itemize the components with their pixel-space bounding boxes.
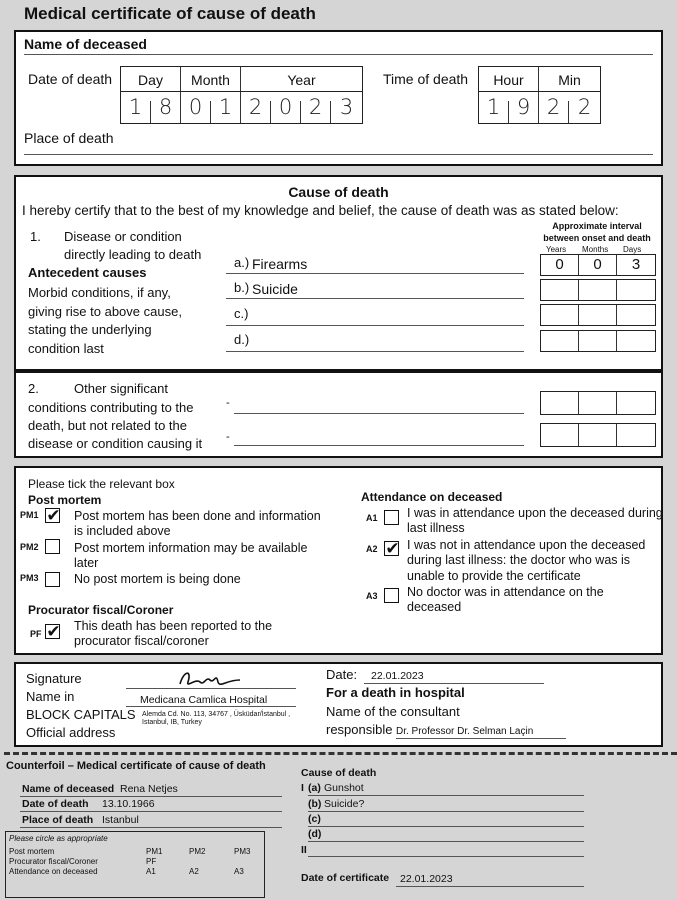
dash-mark: -: [226, 397, 230, 409]
cf-pm3-option[interactable]: PM3: [234, 847, 251, 856]
cf-name-label: Name of deceased: [22, 783, 115, 795]
place-of-death-label: Place of death: [24, 130, 114, 146]
year-digit: 2: [308, 95, 323, 119]
tear-line: [4, 752, 677, 755]
antecedent-text: Morbid conditions, if any,: [28, 285, 171, 300]
other-conditions-section: [14, 371, 663, 458]
pf-checkbox[interactable]: [45, 624, 60, 639]
cf-a1-option[interactable]: A1: [146, 867, 156, 876]
other-line-1[interactable]: [234, 413, 524, 414]
a1-text: I was in attendance upon the deceased during: [407, 506, 663, 520]
cf-a2-option[interactable]: A2: [189, 867, 199, 876]
line-c-label: c.): [234, 306, 249, 321]
date-of-death-grid[interactable]: [120, 66, 363, 124]
a1-checkbox[interactable]: [384, 510, 399, 525]
interval-months: 0: [593, 256, 602, 273]
cf-att-label: Attendance on deceased: [9, 867, 98, 876]
tick-section: [14, 466, 663, 655]
post-mortem-heading: Post mortem: [28, 493, 102, 507]
cf-cert-date-line[interactable]: [396, 886, 584, 887]
days-label: Days: [623, 245, 642, 254]
cf-name-value: Rena Netjes: [120, 783, 178, 795]
a3-text: deceased: [407, 600, 462, 614]
pf-code: PF: [30, 629, 42, 639]
cf-pm1-option[interactable]: PM1: [146, 847, 163, 856]
day-digit: 8: [158, 95, 173, 119]
month-digit: 0: [188, 95, 203, 119]
address-text: Istanbul, IB, Turkey: [142, 719, 202, 726]
a2-text: during last illness: the doctor who was is: [407, 553, 631, 567]
cf-name-line[interactable]: [20, 796, 282, 797]
line-b-label: b.): [234, 280, 250, 295]
pm3-code: PM3: [20, 573, 39, 583]
antecedent-text: condition last: [28, 341, 104, 356]
pm2-code: PM2: [20, 542, 39, 552]
other-line-2[interactable]: [234, 445, 524, 446]
cf-date-label: Date of death: [22, 798, 89, 810]
date-line[interactable]: [364, 683, 544, 684]
pf-text: This death has been reported to the: [74, 619, 273, 633]
line-d[interactable]: [226, 351, 524, 352]
circle-title: Please circle as appropriate: [9, 834, 108, 843]
cf-pm-label: Post mortem: [9, 847, 55, 856]
interval-box-c[interactable]: [540, 304, 656, 326]
circle-box: [5, 831, 265, 898]
hospital-death-heading: For a death in hospital: [326, 685, 465, 700]
cf-place-value: Istanbul: [102, 814, 139, 826]
line-a-value: Firearms: [252, 256, 308, 272]
a2-text: unable to provide the certificate: [407, 569, 581, 583]
year-digit: 3: [339, 95, 354, 119]
other-text: conditions contributing to the: [28, 400, 194, 415]
min-digit: 2: [546, 95, 561, 119]
cf-c-line[interactable]: [308, 826, 584, 827]
cf-cause-heading: Cause of death: [301, 767, 377, 779]
pm2-text: later: [74, 556, 99, 570]
year-label: Year: [287, 72, 316, 88]
interval-box-b[interactable]: [540, 279, 656, 301]
other-text: death, but not related to the: [28, 418, 188, 433]
procurator-heading: Procurator fiscal/Coroner: [28, 603, 174, 617]
cf-place-line[interactable]: [20, 827, 282, 828]
pm2-checkbox[interactable]: [45, 539, 60, 554]
interval-years: 0: [555, 256, 564, 273]
name-label: Name in: [26, 689, 75, 704]
cf-b-line[interactable]: [308, 811, 584, 812]
pm2-text: Post mortem information may be available: [74, 541, 308, 555]
line-a[interactable]: [226, 273, 524, 274]
cf-pm2-option[interactable]: PM2: [189, 847, 206, 856]
cf-date-line[interactable]: [20, 811, 282, 812]
a3-code: A3: [366, 591, 378, 601]
cf-i-label: I: [301, 782, 304, 794]
time-of-death-grid[interactable]: [478, 66, 601, 124]
tick-instruction: Please tick the relevant box: [28, 477, 175, 491]
other-text: Other significant: [74, 381, 168, 396]
block-capitals-line[interactable]: [126, 706, 296, 707]
interval-days: 3: [631, 256, 641, 273]
a3-text: No doctor was in attendance on the: [407, 585, 604, 599]
pm3-text: No post mortem is being done: [74, 572, 241, 586]
address-text: Alemda Cd. No. 113, 34767 , Üsküdar/İstanbul ,: [142, 711, 291, 718]
cf-pf-label: Procurator fiscal/Coroner: [9, 857, 98, 866]
hour-digit: 9: [516, 95, 531, 119]
antecedent-text: giving rise to above cause,: [28, 304, 182, 319]
time-of-death-label: Time of death: [383, 71, 469, 87]
consultant-label: Name of the consultant: [326, 704, 460, 719]
antecedent-text: stating the underlying: [28, 322, 152, 337]
month-digit: 1: [218, 95, 233, 119]
signature-line[interactable]: [126, 688, 296, 689]
cf-a-line[interactable]: [308, 795, 584, 796]
a2-text: I was not in attendance upon the deceased: [407, 538, 646, 552]
dash-mark: -: [226, 431, 230, 443]
cf-d-line[interactable]: [308, 841, 584, 842]
month-label: Month: [191, 72, 230, 88]
years-label: Years: [546, 245, 567, 254]
a3-checkbox[interactable]: [384, 588, 399, 603]
cf-ii-line[interactable]: [308, 856, 584, 857]
item2-number: 2.: [28, 381, 39, 396]
interval-heading: between onset and death: [543, 233, 651, 243]
cf-a-value: Gunshot: [324, 782, 364, 794]
year-digit: 2: [248, 95, 263, 119]
day-digit: 1: [128, 95, 143, 119]
name-of-deceased-label: Name of deceased: [24, 36, 147, 52]
consultant-name: Dr. Professor Dr. Selman Laçin: [396, 726, 534, 737]
cf-c-label: (c): [308, 813, 321, 825]
signature-section: [14, 662, 663, 747]
pm1-text: Post mortem has been done and information: [74, 509, 321, 523]
signature-label: Signature: [26, 671, 82, 686]
hour-label: Hour: [493, 72, 524, 88]
cf-ii-label: II: [301, 844, 307, 856]
name-line[interactable]: [24, 54, 653, 55]
attendance-heading: Attendance on deceased: [361, 490, 503, 504]
a2-code: A2: [366, 544, 378, 554]
day-label: Day: [138, 72, 163, 88]
pf-text: procurator fiscal/coroner: [74, 634, 209, 648]
certify-statement: I hereby certify that to the best of my knowledge and belief, the cause of death was as stated below:: [22, 203, 619, 218]
date-label: Date:: [326, 667, 358, 682]
line-c[interactable]: [226, 325, 524, 326]
pm1-code: PM1: [20, 510, 39, 520]
page-title: Medical certificate of cause of death: [24, 4, 316, 23]
address-label: Official address: [26, 725, 116, 740]
name-label: BLOCK CAPITALS: [26, 707, 136, 722]
min-digit: 2: [577, 95, 592, 119]
cf-b-label: (b): [308, 798, 322, 810]
a2-checkbox[interactable]: [384, 541, 399, 556]
other-interval-box[interactable]: [540, 391, 656, 415]
pm1-checkbox[interactable]: [45, 508, 60, 523]
line-d-label: d.): [234, 332, 250, 347]
interval-heading: Approximate interval: [552, 221, 642, 231]
consultant-line[interactable]: [396, 738, 566, 739]
date-value: 22.01.2023: [371, 670, 424, 682]
interval-box-a[interactable]: [540, 254, 656, 276]
item1-text: directly leading to death: [64, 247, 202, 262]
other-text: disease or condition causing it: [28, 436, 203, 451]
date-of-death-label: Date of death: [28, 71, 113, 87]
interval-box-d[interactable]: [540, 330, 656, 352]
line-b-value: Suicide: [252, 281, 298, 297]
cf-a-label: (a): [308, 782, 321, 794]
place-line[interactable]: [24, 154, 653, 155]
cf-place-label: Place of death: [22, 814, 94, 826]
line-b[interactable]: [226, 298, 524, 299]
cf-cert-date-value: 22.01.2023: [400, 873, 453, 885]
cf-cert-date-label: Date of certificate: [301, 872, 390, 884]
checkmark-icon: ✔: [385, 539, 400, 558]
a1-text: last illness: [407, 521, 465, 535]
year-digit: 0: [278, 95, 293, 119]
cause-heading: Cause of death: [288, 184, 389, 200]
hour-digit: 1: [486, 95, 501, 119]
cf-b-value: Suicide?: [324, 798, 365, 810]
cf-pf-option[interactable]: PF: [146, 857, 157, 866]
checkmark-icon: ✔: [46, 622, 61, 641]
min-label: Min: [558, 72, 581, 88]
hospital-name: Medicana Camlica Hospital: [140, 694, 268, 706]
checkmark-icon: ✔: [46, 506, 61, 525]
counterfoil-title: Counterfoil – Medical certificate of cause of death: [6, 760, 266, 772]
cf-d-label: (d): [308, 828, 322, 840]
a1-code: A1: [366, 513, 378, 523]
pm3-checkbox[interactable]: [45, 572, 60, 587]
line-a-label: a.): [234, 255, 250, 270]
antecedent-heading: Antecedent causes: [28, 265, 147, 280]
other-interval-box[interactable]: [540, 423, 656, 447]
cf-date-value: 13.10.1966: [102, 798, 155, 810]
months-label: Months: [582, 245, 609, 254]
deceased-details-section: [14, 30, 663, 166]
consultant-label: responsible: [326, 722, 393, 737]
item1-number: 1.: [30, 229, 41, 244]
cause-of-death-section: [14, 175, 663, 371]
item1-text: Disease or condition: [64, 229, 182, 244]
pm1-text: is included above: [74, 524, 171, 538]
cf-a3-option[interactable]: A3: [234, 867, 244, 876]
